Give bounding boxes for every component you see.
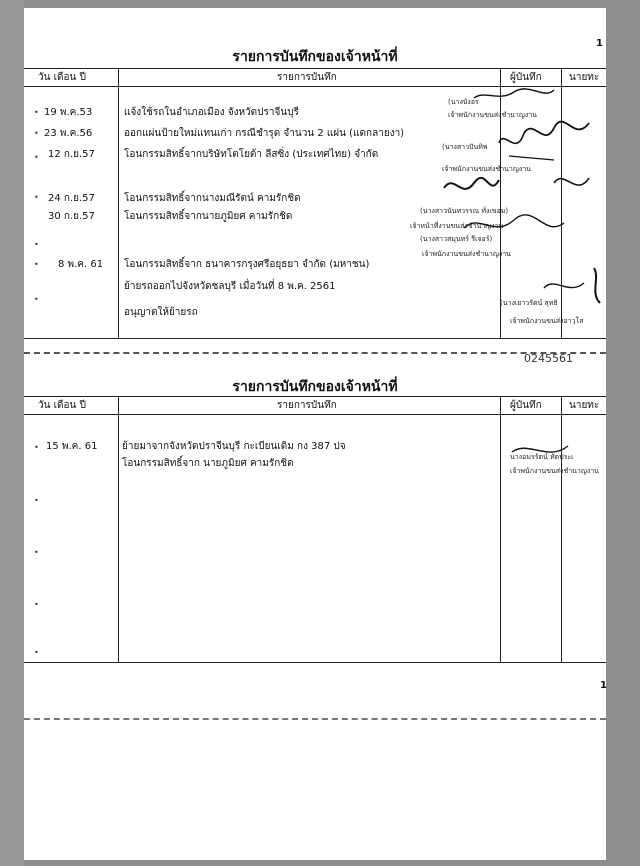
bottom-tear-line: [24, 718, 606, 720]
row-text: โอนกรรมสิทธิ์จากบริษัทโตโยต้า ลีสซิ่ง (ประเทศไทย) จำกัด: [124, 149, 379, 160]
table-bottom-rule: [24, 338, 606, 339]
signer-title: เจ้าพนักงานขนส่งชำนาญงาน: [510, 467, 599, 475]
row-date: 24 ก.ย.57: [48, 193, 95, 204]
row-date: 8 พ.ค. 61: [58, 259, 104, 270]
page-shadow: [0, 0, 24, 866]
column-divider: [500, 396, 501, 662]
header-date: วัน เดือน ปี: [38, 400, 86, 411]
margin-mark: •: [34, 153, 39, 162]
table-header: [24, 68, 606, 86]
row-date: 12 ก.ย.57: [48, 149, 95, 160]
row-date: 15 พ.ค. 61: [46, 441, 98, 452]
row-text: ย้ายรถออกไปจังหวัดชลบุรี เมื่อวันที่ 8 พ.ค. 2561: [124, 281, 336, 292]
margin-mark: •: [34, 443, 39, 452]
signer-name: นางอมรรัตน์ ทัดประเ: [510, 453, 574, 461]
table-header-rule: [24, 414, 606, 415]
column-divider: [118, 68, 119, 338]
row-text: อนุญาตให้ย้ายรถ: [124, 307, 198, 318]
handwritten-signature: [508, 438, 606, 462]
header-officer: นายทะ: [569, 72, 600, 83]
header-recorder: ผู้บันทึก: [510, 72, 542, 83]
header-officer: นายทะ: [569, 400, 600, 411]
row-date: 30 ก.ย.57: [48, 211, 95, 222]
margin-mark: •: [34, 240, 39, 249]
signer-name: (นางเยาวรัตน์ สุทธิ: [500, 299, 558, 307]
margin-mark: •: [34, 260, 39, 269]
signer-title: เจ้าพนักงานขนส่งชำนาญงาน: [448, 111, 537, 119]
row-date: 19 พ.ค.53: [44, 107, 93, 118]
handwritten-signatures: [404, 88, 606, 338]
row-text: ย้ายมาจากจังหวัดปราจีนบุรี กะเบียนเดิม กง 387 ปจ: [122, 441, 346, 452]
margin-mark: •: [34, 496, 39, 505]
row-text: โอนกรรมสิทธิ์จาก นายภูมิยศ คามรักชิด: [122, 458, 294, 469]
scanned-document-page: [24, 8, 606, 860]
header-entry: รายการบันทึก: [277, 72, 337, 83]
margin-mark: •: [34, 129, 39, 138]
signer-title: เจ้าพนักงานขนส่งชำนาญงาน: [442, 165, 531, 173]
signer-title: เจ้าหน้าที่งานขนส่งชำนาญงาน: [410, 222, 504, 230]
header-date: วัน เดือน ปี: [38, 72, 86, 83]
margin-mark: •: [34, 600, 39, 609]
row-text: โอนกรรมสิทธิ์จาก ธนาคารกรุงศรีอยุธยา จำกัด (มหาชน): [124, 259, 370, 270]
section-title: รายการบันทึกของเจ้าหน้าที่: [232, 379, 398, 395]
signer-title: เจ้าพนักงานขนส่งอาวุโส: [510, 317, 584, 325]
header-recorder: ผู้บันทึก: [510, 400, 542, 411]
margin-mark: •: [34, 648, 39, 657]
tear-line: [24, 352, 606, 354]
row-text: แจ้งใช้รถในอำเภอเมือง จังหวัดปราจีนบุรี: [124, 107, 299, 118]
row-text: โอนกรรมสิทธิ์จากนายภูมิยศ คามรักชิด: [124, 211, 293, 222]
table-header: [24, 396, 606, 414]
margin-mark: •: [34, 193, 39, 202]
section-title: รายการบันทึกของเจ้าหน้าที่: [232, 49, 398, 65]
signer-name: (นางสาวนันทวรรณ ทั่งเขอม): [420, 207, 509, 215]
header-entry: รายการบันทึก: [277, 400, 337, 411]
signer-title: เจ้าพนักงานขนส่งชำนาญงาน: [422, 250, 511, 258]
margin-mark: •: [34, 108, 39, 117]
signer-name: (นางบังอร: [448, 98, 479, 106]
margin-mark: •: [34, 295, 39, 304]
row-text: โอนกรรมสิทธิ์จากนางมณีรัตน์ คามรักชิด: [124, 193, 301, 204]
signer-name: (นางสาวปันทิพ: [442, 143, 488, 151]
page-number: 1: [596, 38, 603, 49]
margin-mark: •: [34, 548, 39, 557]
column-divider: [118, 396, 119, 662]
row-text: ออกแผ่นป้ายใหม่แทนเก่า กรณีชำรุด จำนวน 2 แผ่น (แดกลายงา): [124, 128, 405, 139]
stray-serial-number: 0245561: [524, 352, 573, 365]
page-number: 1: [600, 680, 607, 691]
table-bottom-rule: [24, 662, 606, 663]
signer-name: (นางสาวสมุนทร์ รีเจอร์): [420, 235, 493, 243]
table-header-rule: [24, 86, 606, 87]
row-date: 23 พ.ค.56: [44, 128, 93, 139]
column-divider: [561, 396, 562, 662]
